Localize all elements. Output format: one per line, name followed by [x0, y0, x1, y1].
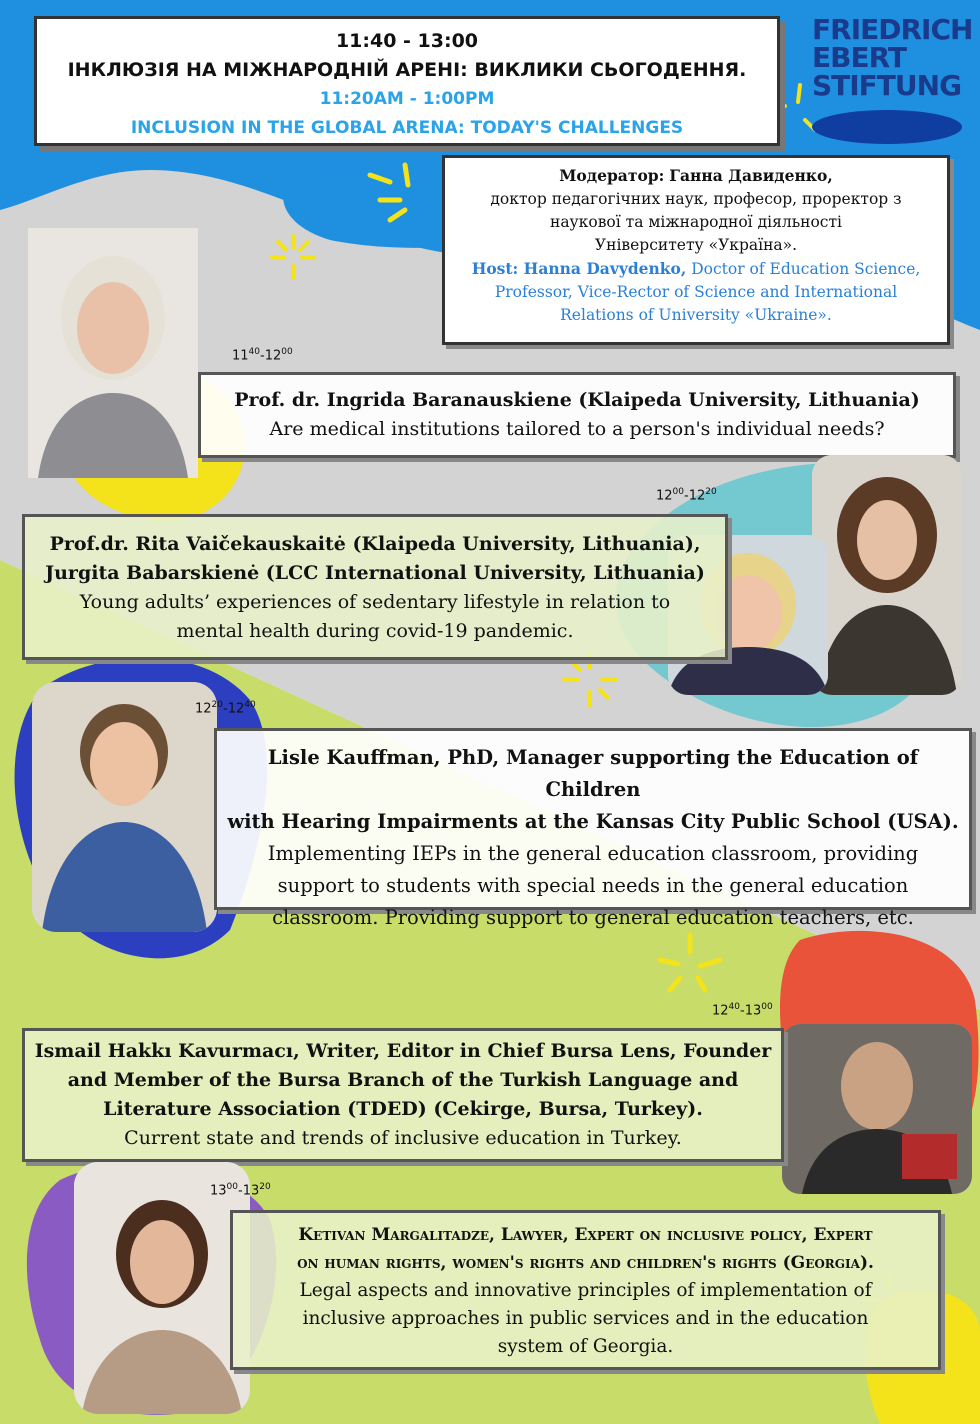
session-4-speaker-line1: Ismail Hakkı Kavurmacı, Writer, Editor in Chief Bursa Lens, Founder — [34, 1040, 772, 1062]
logo-line-2: EBERT — [812, 41, 906, 74]
session-1-speaker: Prof. dr. Ingrida Baranauskiene (Klaipeda University, Lithuania) — [234, 389, 920, 411]
portrait-icon — [28, 228, 198, 478]
header-title-en: INCLUSION IN THE GLOBAL ARENA: TODAY'S CHALLENGES — [130, 118, 684, 138]
session-2-speaker-line1: Prof.dr. Rita Vaičekauskaitė (Klaipeda University, Lithuania), — [49, 533, 701, 555]
session-2-box — [22, 514, 728, 660]
session-4-talk-line1: Current state and trends of inclusive education in Turkey. — [124, 1127, 682, 1149]
session-4-time: $12^{40}-13^{00}$ — [712, 1002, 773, 1019]
logo-line-1: FRIEDRICH — [812, 13, 973, 46]
session-5-talk-line3: system of Georgia. — [497, 1336, 674, 1357]
portrait-icon — [32, 682, 217, 932]
session-3-talk-line2: support to students with special needs in the general education — [277, 874, 909, 897]
speaker-photo-vaicekauskaite — [812, 455, 962, 695]
portrait-icon — [74, 1162, 250, 1414]
header-time-ua: 11:40 - 13:00 — [335, 30, 479, 52]
sparkle-icon — [268, 232, 318, 282]
moderator-line4-ua: Університету «Україна». — [594, 236, 798, 254]
header-box — [34, 16, 780, 146]
logo-oval — [812, 110, 962, 144]
portrait-icon — [812, 455, 962, 695]
logo-line-3: STIFTUNG — [812, 69, 962, 102]
speaker-photo-baranauskiene — [28, 228, 198, 478]
session-4-speaker-line3: Literature Association (TDED) (Cekirge, Bursa, Turkey). — [103, 1098, 703, 1120]
moderator-rest-en: Doctor of Education Science, — [686, 260, 921, 278]
moderator-label-en: Host: Hanna Davydenko, — [471, 259, 687, 278]
portrait-icon — [782, 1024, 972, 1194]
speaker-photo-margalitadze — [74, 1162, 250, 1414]
moderator-label-ua: Модератор: — [559, 166, 665, 185]
session-5-time: $13^{00}-13^{20}$ — [210, 1182, 271, 1199]
moderator-name-ua: Ганна Давиденко, — [669, 166, 833, 185]
session-5-box — [230, 1210, 941, 1370]
session-5-speaker-line1: Ketivan Margalitadze, Lawyer, Expert on inclusive policy, Expert — [298, 1225, 873, 1245]
fes-logo — [812, 13, 973, 102]
session-3-time: $12^{20}-12^{40}$ — [195, 700, 256, 717]
session-4-speaker-line2: and Member of the Bursa Branch of the Turkish Language and — [67, 1069, 739, 1091]
speaker-photo-kauffman — [32, 682, 217, 932]
session-3-talk-line1: Implementing IEPs in the general education classroom, providing — [267, 842, 919, 865]
moderator-line3-ua: наукової та міжнародної діяльності — [549, 213, 843, 231]
session-2-talk-line2: mental health during covid-19 pandemic. — [176, 620, 574, 642]
speaker-photo-kavurmaci — [782, 1024, 972, 1194]
session-1-box — [198, 372, 956, 458]
moderator-box — [442, 155, 950, 345]
moderator-line2-en: Professor, Vice-Rector of Science and International — [494, 283, 898, 301]
moderator-line2-ua: доктор педагогічних наук, професор, проректор з — [490, 190, 902, 208]
session-5-talk-line2: inclusive approaches in public services and in the education — [302, 1308, 869, 1329]
session-1-talk: Are medical institutions tailored to a person's individual needs? — [269, 418, 885, 440]
session-5-talk-line1: Legal aspects and innovative principles of implementation of — [299, 1280, 872, 1301]
session-2-time: $12^{00}-12^{20}$ — [656, 487, 717, 504]
session-4-box — [22, 1028, 784, 1162]
session-2-speaker-line2: Jurgita Babarskienė (LCC International University, Lithuania) — [45, 562, 705, 584]
session-3-speaker-line1: Lisle Kauffman, PhD, Manager supporting the Education of Children — [267, 746, 919, 801]
sparkle-icon — [360, 160, 440, 240]
session-3-speaker-line2: with Hearing Impairments at the Kansas City Public School (USA). — [227, 810, 959, 833]
session-5-speaker-line2: on human rights, women's rights and children's rights (Georgia). — [297, 1253, 874, 1273]
header-time-en: 11:20AM - 1:00PM — [319, 89, 495, 109]
session-2-talk-line1: Young adults’ experiences of sedentary lifestyle in relation to — [79, 591, 671, 613]
moderator-line3-en: Relations of University «Ukraine». — [560, 306, 832, 324]
sparkle-icon — [650, 930, 730, 1000]
session-3-talk-line3: classroom. Providing support to general education teachers, etc. — [272, 906, 914, 929]
session-3-box — [214, 728, 972, 929]
session-1-time: $11^{40}-12^{00}$ — [232, 347, 293, 364]
header-title-ua: ІНКЛЮЗІЯ НА МІЖНАРОДНІЙ АРЕНІ: ВИКЛИКИ СЬОГОДЕННЯ. — [67, 59, 747, 81]
